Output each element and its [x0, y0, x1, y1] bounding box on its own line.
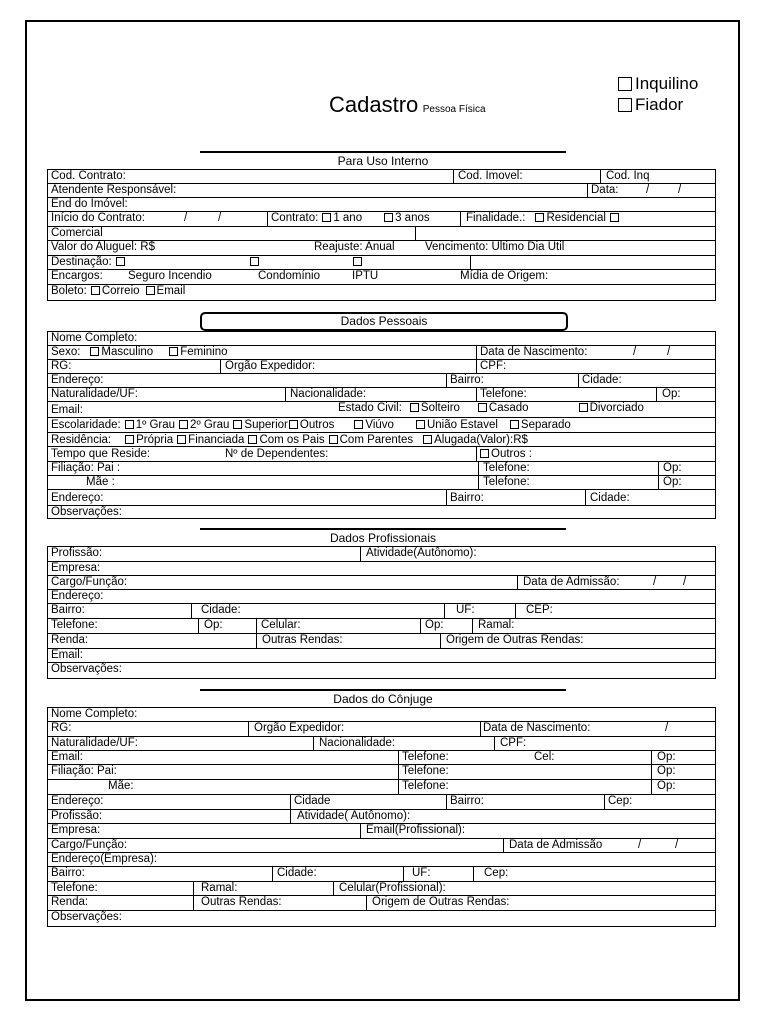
checkbox-alugada[interactable] [423, 435, 432, 444]
checkbox-divorciado[interactable] [579, 403, 588, 412]
profissao-field[interactable]: Profissão: [51, 547, 103, 559]
escolaridade-label [51, 419, 571, 432]
boleto-label [51, 285, 185, 298]
residencial-label: Residencial [546, 212, 606, 224]
conjuge-op-pai-field[interactable]: Op: [657, 765, 676, 777]
table-row [48, 462, 715, 476]
table-row [48, 402, 715, 418]
table-row [48, 751, 715, 765]
checkbox-casado[interactable] [478, 403, 487, 412]
uniao-estavel-label: União Estavel [426, 419, 498, 431]
conjuge-email-field[interactable]: Email: [51, 751, 83, 763]
table-row [48, 270, 715, 285]
destinacao-label [51, 256, 127, 269]
empresa-field[interactable]: Empresa: [51, 562, 101, 574]
table-row [48, 506, 715, 520]
table-row [48, 765, 715, 780]
section-title-dados-profissionais: Dados Profissionais [329, 531, 437, 545]
endereco-pais-field[interactable]: Endereço: [51, 492, 104, 504]
table-row [48, 360, 715, 374]
comercial-label: Comercial [51, 227, 103, 239]
separado-label: Separado [520, 419, 571, 431]
date-slash: / [653, 576, 657, 588]
destinacao-option [246, 256, 261, 269]
condominio-label: Condomínio [258, 270, 321, 282]
page-title [329, 92, 486, 118]
residencia-text: Residência: [51, 434, 112, 446]
table-row [48, 634, 715, 649]
conjuge-endereco-empresa-field[interactable]: Endereço(Empresa): [51, 853, 158, 865]
conjuge-atividade-field[interactable]: Atividade( Autônomo): [297, 810, 411, 822]
conjuge-telefone-field[interactable]: Telefone: [402, 751, 449, 763]
date-slash: / [184, 212, 188, 224]
estado-civil-label [338, 402, 644, 415]
checkbox-correio[interactable] [91, 286, 100, 295]
conjuge-bairro-field[interactable]: Bairro: [450, 795, 484, 807]
table-row [48, 576, 715, 590]
data-admissao-field[interactable]: Data de Admissão: [523, 576, 620, 588]
viuvo-label: Viúvo [365, 419, 394, 431]
checkbox-destinacao-3[interactable] [353, 257, 362, 266]
op-pai-field[interactable]: Op: [663, 462, 682, 474]
table-row [48, 649, 715, 663]
table-dados-profissionais [47, 546, 716, 679]
table-uso-interno [47, 169, 716, 301]
finalidade-label [466, 212, 621, 225]
conjuge-endereco-field[interactable]: Endereço: [51, 795, 104, 807]
table-row [48, 433, 715, 447]
reajuste-text: Reajuste: Anual [314, 241, 395, 253]
table-row [48, 590, 715, 604]
contrato-text: Contrato: [271, 212, 319, 224]
checkbox-2-grau[interactable] [179, 420, 188, 429]
table-row [48, 737, 715, 751]
table-row [48, 346, 715, 360]
com-pais-label: Com os Pais [259, 434, 325, 446]
conjuge-celular-prof-field[interactable]: Celular(Profissional): [339, 882, 446, 894]
contrato-label [271, 212, 430, 225]
superior-label: Superior [244, 419, 288, 431]
table-row [48, 388, 715, 402]
escolaridade-text: Escolaridade: [51, 419, 121, 431]
data-field[interactable]: Data: [591, 184, 619, 196]
conjuge-orgao-field[interactable]: Orgão Expedidor: [254, 722, 345, 734]
cpf-field[interactable]: CPF: [480, 360, 507, 372]
checkbox-viuvo[interactable] [354, 420, 363, 429]
checkbox-1-ano[interactable] [322, 213, 331, 222]
inicio-contrato-field[interactable]: Início do Contrato: [51, 212, 145, 224]
op-field[interactable]: Op: [662, 388, 681, 400]
date-slash: / [218, 212, 222, 224]
conjuge-ramal-field[interactable]: Ramal: [201, 882, 238, 894]
conjuge-nacionalidade-field[interactable]: Nacionalidade: [319, 737, 396, 749]
conjuge-nome-field[interactable]: Nome Completo: [51, 708, 138, 720]
divorciado-label: Divorciado [589, 402, 644, 414]
email-label: Email [156, 285, 186, 297]
conjuge-profissao-field[interactable]: Profissão: [51, 810, 103, 822]
checkbox-uniao-estavel[interactable] [416, 420, 425, 429]
table-row [48, 547, 715, 562]
table-row [48, 285, 715, 299]
midia-origem-field[interactable]: Mídia de Origem: [460, 270, 549, 282]
mae-field[interactable]: Mãe : [86, 476, 115, 488]
conjuge-cep-field[interactable]: Cep: [608, 795, 633, 807]
finalidade-text: Finalidade.: [466, 212, 526, 224]
estado-civil-text: Estado Civil: [338, 402, 402, 414]
guarantor-option[interactable] [618, 95, 683, 115]
table-row [48, 562, 715, 576]
conjuge-cidade-field[interactable]: Cidade [294, 795, 331, 807]
outros-label: Outros [299, 419, 335, 431]
table-row [48, 780, 715, 795]
celular-field[interactable]: Celular: [261, 619, 301, 631]
bairro-empresa-field[interactable]: Bairro: [51, 604, 85, 616]
email-profissional-field[interactable]: Email: [51, 649, 83, 661]
checkbox-1-grau[interactable] [125, 420, 134, 429]
conjuge-data-nasc-field[interactable]: Data de Nascimento: [483, 722, 591, 734]
cod-inq-field[interactable]: Cod. Inq [606, 170, 650, 182]
date-slash: / [675, 839, 679, 851]
alugada-label: Alugada(Valor):R$ [434, 434, 528, 446]
table-row [48, 810, 715, 824]
title-main: Cadastro [329, 92, 419, 117]
conjuge-cidade-empresa-field[interactable]: Cidade: [277, 867, 317, 879]
checkbox-comercial[interactable] [610, 213, 619, 222]
masculino-label: Masculino [101, 346, 154, 358]
conjuge-filiacao-pai-field[interactable]: Filiação: Pai: [51, 765, 117, 777]
table-dados-pessoais [47, 331, 716, 519]
table-row [48, 839, 715, 853]
conjuge-cpf-field[interactable]: CPF: [500, 737, 527, 749]
1-grau-label: 1º Grau [135, 419, 176, 431]
table-row [48, 490, 715, 506]
checkbox-superior[interactable] [233, 420, 242, 429]
table-row [48, 722, 715, 737]
casado-label: Casado [488, 402, 529, 414]
end-imovel-field[interactable]: End do Imóvel: [51, 198, 128, 210]
sexo-text: Sexo: [51, 346, 81, 358]
checkbox-financiada[interactable] [177, 435, 186, 444]
com-parentes-label: Com Parentes [339, 434, 414, 446]
section-divider [200, 689, 566, 691]
cep-field[interactable]: CEP: [526, 604, 553, 616]
checkbox-com-parentes[interactable] [329, 435, 338, 444]
filiacao-pai-field[interactable]: Filiação: Pai : [51, 462, 121, 474]
checkbox-outros-residencia[interactable] [480, 449, 489, 458]
checkbox-residencial[interactable] [535, 213, 544, 222]
table-row [48, 795, 715, 810]
tenant-checkbox[interactable] [618, 77, 632, 91]
data-nascimento-field[interactable]: Data de Nascimento: [480, 346, 588, 358]
table-dados-conjuge [47, 707, 716, 927]
atividade-field[interactable]: Atividade(Autônomo): [366, 547, 477, 559]
ramal-field[interactable]: Ramal: [478, 619, 515, 631]
checkbox-separado[interactable] [510, 420, 519, 429]
seguro-incendio-label: Seguro Incendio [128, 270, 212, 282]
op-mae-field[interactable]: Op: [663, 476, 682, 488]
sexo-label [51, 346, 228, 359]
table-row [48, 241, 715, 256]
checkbox-outros[interactable] [289, 420, 298, 429]
endereco-empresa-field[interactable]: Endereço: [51, 590, 104, 602]
financiada-label: Financiada [188, 434, 245, 446]
table-row [48, 212, 715, 227]
table-row [48, 853, 715, 867]
conjuge-cep-empresa-field[interactable]: Cep: [484, 867, 509, 879]
section-title-dados-conjuge: Dados do Cônjuge [333, 692, 433, 706]
conjuge-email-prof-field[interactable]: Email(Profissional): [366, 824, 466, 836]
table-row [48, 911, 715, 925]
cidade-empresa-field[interactable]: Cidade: [201, 604, 241, 616]
conjuge-op-mae-field[interactable]: Op: [657, 780, 676, 792]
tenant-label: Inquilino [635, 74, 699, 93]
bairro-pais-field[interactable]: Bairro: [450, 492, 484, 504]
conjuge-bairro-empresa-field[interactable]: Bairro: [51, 867, 85, 879]
rg-field[interactable]: RG: [51, 360, 72, 372]
table-row [48, 198, 715, 212]
conjuge-uf-field[interactable]: UF: [412, 867, 431, 879]
guarantor-checkbox[interactable] [618, 98, 632, 112]
renda-field[interactable]: Renda: [51, 634, 89, 646]
1-ano-label: 1 ano [333, 212, 363, 224]
email-field[interactable]: Email: [51, 404, 83, 416]
date-slash: / [683, 576, 687, 588]
conjuge-telefone-pai-field[interactable]: Telefone: [402, 765, 449, 777]
table-row [48, 824, 715, 839]
conjuge-op-field[interactable]: Op: [657, 751, 676, 763]
guarantor-label: Fiador [635, 95, 684, 114]
conjuge-renda-field[interactable]: Renda: [51, 896, 89, 908]
table-row [48, 708, 715, 722]
table-row [48, 227, 715, 241]
dependentes-field[interactable]: Nº de Dependentes: [225, 448, 329, 460]
conjuge-telefone-mae-field[interactable]: Telefone: [402, 780, 449, 792]
section-divider [200, 151, 566, 153]
conjuge-rg-field[interactable]: RG: [51, 722, 72, 734]
date-slash: / [638, 839, 642, 851]
checkbox-email[interactable] [146, 286, 155, 295]
vencimento-text: Vencimento: Ultimo Dia Util [425, 241, 565, 253]
conjuge-observacoes-field[interactable]: Observações: [51, 911, 122, 923]
telefone-field[interactable]: Telefone: [480, 388, 527, 400]
cidade-pais-field[interactable]: Cidade: [590, 492, 630, 504]
outras-rendas-field[interactable]: Outras Rendas: [262, 634, 343, 646]
table-row [48, 604, 715, 619]
date-slash: / [667, 346, 671, 358]
observacoes-profissionais-field[interactable]: Observações: [51, 663, 122, 675]
telefone-mae-field[interactable]: Telefone: [483, 476, 530, 488]
op-empresa-field[interactable]: Op: [204, 619, 223, 631]
solteiro-label: Solteiro [420, 402, 460, 414]
table-row [48, 170, 715, 184]
table-row [48, 476, 715, 490]
origem-rendas-field[interactable]: Origem de Outras Rendas: [446, 634, 584, 646]
outros-residencia [480, 448, 532, 461]
date-slash: / [665, 722, 669, 734]
table-row [48, 374, 715, 388]
atendente-field[interactable]: Atendente Responsável: [51, 184, 177, 196]
conjuge-mae-field[interactable]: Mãe: [108, 780, 134, 792]
table-row [48, 418, 715, 433]
destinacao-text: Destinação: [51, 256, 112, 268]
checkbox-destinacao-1[interactable] [116, 257, 125, 266]
boleto-text: Boleto: [51, 285, 87, 297]
table-row [48, 663, 715, 677]
checkbox-com-pais[interactable] [248, 435, 257, 444]
cidade-field[interactable]: Cidade: [582, 374, 622, 386]
table-row [48, 882, 715, 896]
cod-imovel-field[interactable]: Cod. Imovel: [458, 170, 523, 182]
propria-label: Própria [136, 434, 174, 446]
nome-completo-field[interactable]: Nome Completo: [51, 332, 138, 344]
cod-contrato-field[interactable]: Cod. Contrato: [51, 170, 126, 182]
iptu-label: IPTU [352, 270, 379, 282]
table-row [48, 867, 715, 882]
table-row [48, 256, 715, 270]
conjuge-cargo-field[interactable]: Cargo/Função: [51, 839, 128, 851]
section-title-dados-pessoais: Dados Pessoais [200, 312, 568, 331]
orgao-expedidor-field[interactable]: Orgão Expedidor: [225, 360, 316, 372]
checkbox-solteiro[interactable] [410, 403, 419, 412]
date-slash: / [678, 184, 682, 196]
uf-field[interactable]: UF: [456, 604, 475, 616]
valor-aluguel-field[interactable]: Valor do Aluguel: R$ [51, 241, 155, 253]
endereco-field[interactable]: Endereço: [51, 374, 104, 386]
conjuge-empresa-field[interactable]: Empresa: [51, 824, 101, 836]
correio-label: Correio [101, 285, 140, 297]
nacionalidade-field[interactable]: Nacionalidade: [290, 388, 367, 400]
observacoes-field[interactable]: Observações: [51, 506, 122, 518]
conjuge-cel-field[interactable]: Cel: [534, 751, 555, 763]
date-slash: / [633, 346, 637, 358]
table-row [48, 332, 715, 346]
naturalidade-field[interactable]: Naturalidade/UF: [51, 388, 138, 400]
conjuge-naturalidade-field[interactable]: Naturalidade/UF: [51, 737, 138, 749]
conjuge-data-admissao-field[interactable]: Data de Admissão [509, 839, 603, 851]
date-slash: / [646, 184, 650, 196]
residencia-label [51, 434, 528, 447]
telefone-empresa-field[interactable]: Telefone: [51, 619, 98, 631]
cargo-field[interactable]: Cargo/Função: [51, 576, 128, 588]
table-row [48, 619, 715, 634]
checkbox-propria[interactable] [125, 435, 134, 444]
bairro-field[interactable]: Bairro: [450, 374, 484, 386]
checkbox-3-anos[interactable] [384, 213, 393, 222]
table-row [48, 896, 715, 911]
table-row [48, 447, 715, 462]
op-celular-field[interactable]: Op: [425, 619, 444, 631]
destinacao-option [349, 256, 364, 269]
3-anos-label: 3 anos [395, 212, 430, 224]
section-divider [200, 528, 566, 530]
2-grau-label: 2º Grau [190, 419, 230, 431]
encargos-label: Encargos: [51, 270, 103, 282]
conjuge-outras-rendas-field[interactable]: Outras Rendas: [201, 896, 282, 908]
title-subtitle: Pessoa Física [422, 104, 486, 115]
table-row [48, 184, 715, 198]
feminino-label: Feminino [180, 346, 228, 358]
conjuge-origem-rendas-field[interactable]: Origem de Outras Rendas: [372, 896, 510, 908]
outros-residencia-label: Outros : [491, 448, 532, 460]
conjuge-telefone-empresa-field[interactable]: Telefone: [51, 882, 98, 894]
checkbox-feminino[interactable] [169, 347, 178, 356]
checkbox-destinacao-2[interactable] [250, 257, 259, 266]
tenant-option[interactable] [618, 74, 698, 94]
tempo-reside-field[interactable]: Tempo que Reside: [51, 448, 151, 460]
section-title-uso-interno: Para Uso Interno [337, 154, 429, 168]
checkbox-masculino[interactable] [90, 347, 99, 356]
telefone-pai-field[interactable]: Telefone: [483, 462, 530, 474]
